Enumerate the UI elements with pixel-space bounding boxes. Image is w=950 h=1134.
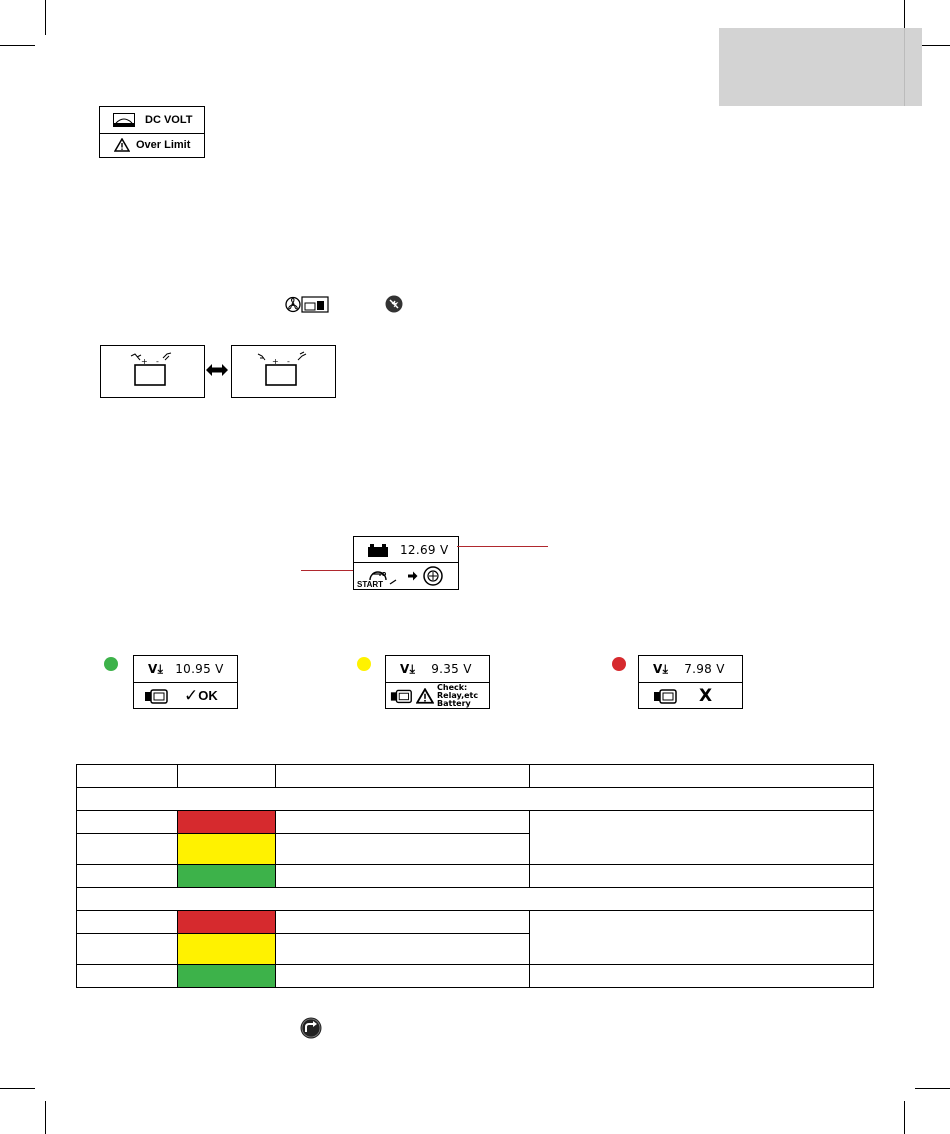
section-tab [719, 28, 922, 106]
table-cell [276, 834, 530, 865]
status-table [76, 764, 874, 988]
result-voltage: 10.95 V [175, 662, 224, 676]
over-limit-display [99, 106, 205, 158]
starter-motor-icon [653, 687, 679, 705]
table-row [77, 911, 874, 934]
voltage-start-display [353, 536, 459, 590]
callout-line-start [301, 570, 353, 571]
table-section-row [77, 788, 874, 811]
engine-icon [422, 565, 444, 587]
table-cell [77, 834, 178, 865]
table-cell [276, 865, 530, 888]
check-line: Relay,etc [437, 690, 479, 700]
status-color-green [178, 865, 276, 888]
result-display-check [385, 655, 490, 709]
fan-icon [285, 296, 329, 313]
table-cell [77, 865, 178, 888]
svg-text:+: + [272, 357, 279, 366]
warning-icon [416, 688, 434, 704]
status-color-yellow [178, 934, 276, 965]
table-header-row [77, 765, 874, 788]
crop-mark [915, 1088, 950, 1089]
table-cell [77, 811, 178, 834]
warning-icon [114, 138, 130, 152]
crop-mark [0, 45, 35, 46]
x-icon: X [699, 685, 713, 706]
crop-mark [45, 0, 46, 35]
check-relay-battery-label [437, 684, 478, 708]
table-cell [276, 765, 530, 788]
check-line: Battery [437, 698, 471, 708]
status-dot-red [612, 657, 626, 671]
battery-clamp-frame-2 [231, 345, 336, 398]
return-button-icon[interactable] [300, 1017, 322, 1039]
battery-icon [232, 346, 335, 397]
status-color-yellow [178, 834, 276, 865]
checkmark-icon: ✓ [184, 685, 199, 706]
table-cell [276, 965, 530, 988]
status-dot-yellow [357, 657, 371, 671]
svg-text:+: + [141, 357, 148, 366]
section-tab-edge [904, 28, 905, 106]
status-color-red [178, 911, 276, 934]
voltage-drop-label: V⤓ [653, 661, 669, 676]
crop-mark [0, 1088, 35, 1089]
table-cell [276, 811, 530, 834]
status-dot-green [104, 657, 118, 671]
crop-mark [45, 1101, 46, 1134]
table-row [77, 965, 874, 988]
table-cell [276, 911, 530, 934]
display-line2: Over Limit [136, 139, 191, 151]
table-cell [77, 911, 178, 934]
table-cell [77, 965, 178, 988]
callout-line-voltage [457, 546, 548, 547]
table-cell [77, 934, 178, 965]
table-cell [77, 888, 874, 911]
gauge-icon [113, 113, 135, 127]
no-charge-icon [385, 295, 403, 313]
display-line1: DC VOLT [145, 114, 193, 126]
voltage-drop-label: V⤓ [400, 661, 416, 676]
table-cell [77, 765, 178, 788]
svg-text:-: - [287, 357, 290, 366]
battery-icon [368, 544, 388, 557]
table-cell [178, 765, 276, 788]
result-voltage: 7.98 V [684, 662, 725, 676]
starter-motor-icon [144, 687, 170, 705]
table-cell [276, 934, 530, 965]
double-arrow-icon [205, 363, 229, 377]
check-line: Check: [437, 682, 468, 692]
table-cell [530, 911, 874, 965]
starter-motor-icon [390, 687, 414, 705]
table-row [77, 811, 874, 834]
ignition-key-icon [356, 564, 406, 588]
crop-mark [904, 1101, 905, 1134]
table-cell [530, 965, 874, 988]
result-display-fail [638, 655, 743, 709]
arrow-right-icon [408, 571, 418, 581]
table-cell [530, 765, 874, 788]
voltage-drop-label: V⤓ [148, 661, 164, 676]
result-voltage: 9.35 V [431, 662, 472, 676]
table-cell [530, 865, 874, 888]
table-cell [530, 811, 874, 865]
result-ok-label: OK [198, 688, 218, 703]
table-row [77, 865, 874, 888]
table-section-row [77, 888, 874, 911]
svg-text:-: - [156, 357, 159, 366]
status-color-red [178, 811, 276, 834]
battery-clamp-frame-1 [100, 345, 205, 398]
result-display-ok [133, 655, 238, 709]
status-color-green [178, 965, 276, 988]
battery-icon [101, 346, 204, 397]
table-cell [77, 788, 874, 811]
start-label: START [357, 580, 384, 588]
battery-voltage-value: 12.69 V [400, 543, 449, 557]
